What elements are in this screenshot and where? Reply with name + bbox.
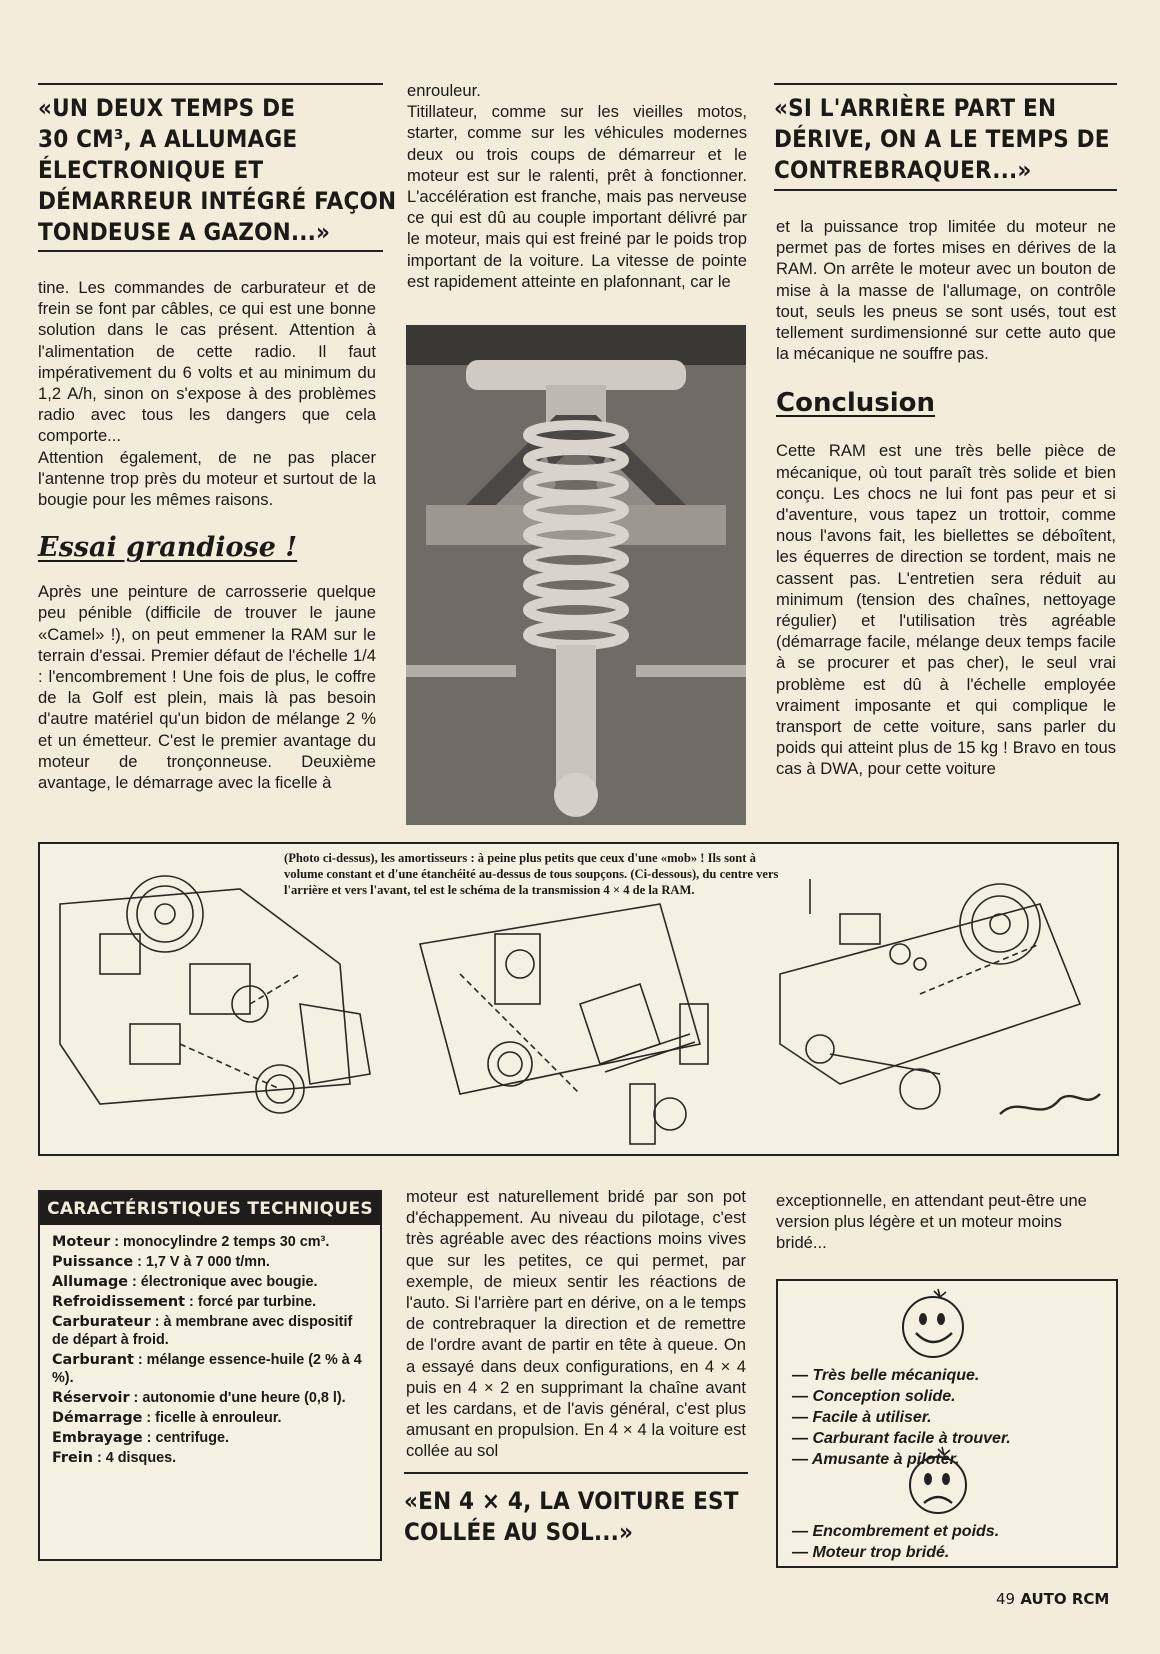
pull-quote-engine	[38, 83, 397, 252]
spec-key: Carburateur	[52, 1314, 151, 1330]
spec-key: Réservoir	[52, 1390, 130, 1406]
spec-key: Frein	[52, 1450, 93, 1466]
page-footer	[996, 1590, 1109, 1608]
figure-caption: (Photo ci-dessus), les amortisseurs : à peine plus petits que ceux d'une «mob» ! Ils sont à volume constant et d'une étanchéité au-dessus de tous soupçons. (Ci-dessous), du centre vers l'arrière et vers l'avant, tel est le schéma de la transmission 4 × 4 de la RAM.	[284, 851, 779, 897]
spec-key: Allumage	[52, 1274, 129, 1290]
spec-value: : autonomie d'une heure (0,8 l).	[129, 1390, 346, 1406]
pro-item: — Amusante à piloter.	[792, 1451, 960, 1468]
spec-row	[52, 1351, 368, 1387]
paragraph: enrouleur.	[407, 81, 481, 100]
spec-value: : mélange essence-huile (2 % à 4 %).	[52, 1352, 362, 1386]
spec-key: Embrayage	[52, 1430, 143, 1446]
paragraph: Cette RAM est une très belle pièce de mécanique, où tout paraît très solide et bien conçu. Les chocs ne lui font pas peur et si d'aventure, vous tapez un trottoir, comme nous l'avons fait, les biellettes se déboîtent, les équerres de direction se tordent, mais ne cassent pas. L'entretien sera réduit au minimum (tension des chaînes, nettoyage régulier) et l'utilisation très agréable (démarrage facile, mélange deux temps facile à se procurer et pas cher), le seul vrai problème est dû à l'échelle employée vraiment imposante et qui complique le transport de cette voiture, sans parler du poids qui atteint plus de 15 kg ! Bravo en tous cas à DWA, pour cette voiture	[776, 441, 1116, 779]
magazine-name: AUTO RCM	[1020, 1590, 1110, 1608]
spec-key: Puissance	[52, 1254, 134, 1270]
column-left	[38, 277, 376, 793]
spec-row	[52, 1449, 368, 1467]
spec-key: Carburant	[52, 1352, 134, 1368]
paragraph: moteur est naturellement bridé par son pot d'échappement. Au niveau du pilotage, c'est très agréable avec des réactions moins vives que sur les petites, ce qui permet, par exemple, de mieux sentir les réactions de l'auto. Si l'arrière part en dérive, on a le temps de contrebraquer la direction et de remettre de l'ordre avant de partir en tête à queue. On a essayé dans deux configurations, en 4 × 4 puis en 4 × 2 en supprimant la chaîne avant et les cardans, et de l'avis général, c'est plus amusant en propulsion. En 4 × 4 la voiture est collée au sol	[406, 1187, 746, 1461]
quote-line: CONTREBRAQUER...»	[774, 156, 1032, 184]
quote-line: ÉLECTRONIQUE ET	[38, 156, 264, 184]
spec-key: Refroidissement	[52, 1294, 186, 1310]
spec-row	[52, 1313, 368, 1349]
technical-specs-box	[38, 1190, 382, 1561]
section-heading-conclusion: Conclusion	[776, 388, 936, 419]
transmission-diagram	[38, 842, 1119, 1156]
pro-item: — Conception solide.	[792, 1388, 956, 1405]
spec-value: : centrifuge.	[142, 1430, 230, 1446]
spec-key: Démarrage	[52, 1410, 143, 1426]
sad-face-icon	[888, 1441, 988, 1521]
spec-row	[52, 1233, 368, 1251]
paragraph: Titillateur, comme sur les vieilles motos, starter, comme sur les véhicules modernes deux ou trois coups de démarreur et le moteur est sur le ralenti, prêt à fonctionner. L'accélération est franche, mais pas nerveuse ce qui est dû au couple important délivré par le moteur, mais qui est freiné par le poids trop important de la voiture. La vitesse de pointe est rapidement atteinte en plafonnant, car le	[407, 102, 747, 291]
quote-line: «UN DEUX TEMPS DE	[38, 94, 296, 122]
spec-value: : à membrane avec dispositif de départ à froid.	[52, 1314, 353, 1348]
paragraph: exceptionnelle, en attendant peut-être une version plus légère et un moteur moins bridé...	[776, 1191, 1087, 1253]
cons-list	[792, 1521, 1112, 1563]
quote-line: «EN 4 × 4, LA VOITURE EST	[404, 1487, 739, 1515]
paragraph: Attention également, de ne pas placer l'antenne trop près du moteur et surtout de la bougie pour les mêmes raisons.	[38, 447, 376, 510]
spec-value: : électronique avec bougie.	[128, 1274, 318, 1290]
transmission-schematic	[40, 844, 1117, 1154]
spec-row	[52, 1429, 368, 1447]
section-heading-essai: Essai grandiose !	[38, 532, 298, 564]
con-item: — Moteur trop bridé.	[792, 1544, 950, 1561]
pro-item: — Carburant facile à trouver.	[792, 1430, 1011, 1447]
quote-line: DÉRIVE, ON A LE TEMPS DE	[774, 125, 1110, 153]
spec-value: : 4 disques.	[92, 1450, 177, 1466]
pro-item: — Facile à utiliser.	[792, 1409, 932, 1426]
pros-cons-box	[776, 1279, 1118, 1568]
spec-row	[52, 1389, 368, 1407]
spec-row	[52, 1273, 368, 1291]
spec-row	[52, 1253, 368, 1271]
quote-line: «SI L'ARRIÈRE PART EN	[774, 94, 1057, 122]
happy-face-icon	[878, 1283, 988, 1363]
quote-line: TONDEUSE A GAZON...»	[38, 218, 331, 246]
column-right-top	[776, 216, 1116, 780]
column-middle-top	[407, 80, 747, 292]
paragraph: Après une peinture de carrosserie quelque peu pénible (difficile de trouver le jaune «Camel» !), on peut emmener la RAM sur le terrain d'essai. Premier défaut de l'échelle 1/4 : l'encombrement ! Une fois de plus, le coffre de la Golf est plein, mais là pas besoin d'autre matériel qu'un bidon de mélange 2 % et un émetteur. C'est le premier avantage du moteur de tronçonneuse. Deuxième avantage, le démarrage avec la ficelle à	[38, 582, 376, 793]
specs-title: CARACTÉRISTIQUES TECHNIQUES	[40, 1192, 380, 1225]
spec-key: Moteur	[52, 1234, 111, 1250]
column-right-bottom	[776, 1190, 1116, 1254]
paragraph: et la puissance trop limitée du moteur ne permet pas de fortes mises en dérives de la RAM. On arrête le moteur avec un bouton de mise à la masse de l'allumage, on contrôle tout, seuls les pneus se sont usés, tout est tellement surdimensionné sur cette auto que la mécanique ne souffre pas.	[776, 217, 1116, 364]
page-number: 49	[996, 1590, 1016, 1608]
spec-value: : forcé par turbine.	[185, 1294, 317, 1310]
spec-row	[52, 1293, 368, 1311]
spec-row	[52, 1409, 368, 1427]
pull-quote-drift	[774, 83, 1117, 191]
paragraph: tine. Les commandes de carburateur et de frein se font par câbles, ce qui est une bonne solution dans le cas présent. Attention à l'alimentation de cette radio. Il faut impérativement du 6 volts et au minimum du 1,2 A/h, sinon on s'expose à des problèmes radio avec tous les dangers que cela comporte...	[38, 278, 376, 446]
quote-line: 30 CM³, A ALLUMAGE	[38, 125, 298, 153]
pull-quote-grip	[404, 1472, 748, 1574]
column-middle-bottom	[406, 1186, 746, 1462]
shock-absorber-illustration	[406, 325, 746, 825]
con-item: — Encombrement et poids.	[792, 1523, 1000, 1540]
quote-line: COLLÉE AU SOL...»	[404, 1518, 634, 1546]
pro-item: — Très belle mécanique.	[792, 1367, 980, 1384]
spec-value: : 1,7 V à 7 000 t/mn.	[133, 1254, 270, 1270]
quote-line: DÉMARREUR INTÉGRÉ FAÇON	[38, 187, 397, 215]
spec-value: : monocylindre 2 temps 30 cm³.	[110, 1234, 330, 1250]
spec-value: : ficelle à enrouleur.	[142, 1410, 282, 1426]
shock-absorber-photo	[406, 325, 746, 825]
